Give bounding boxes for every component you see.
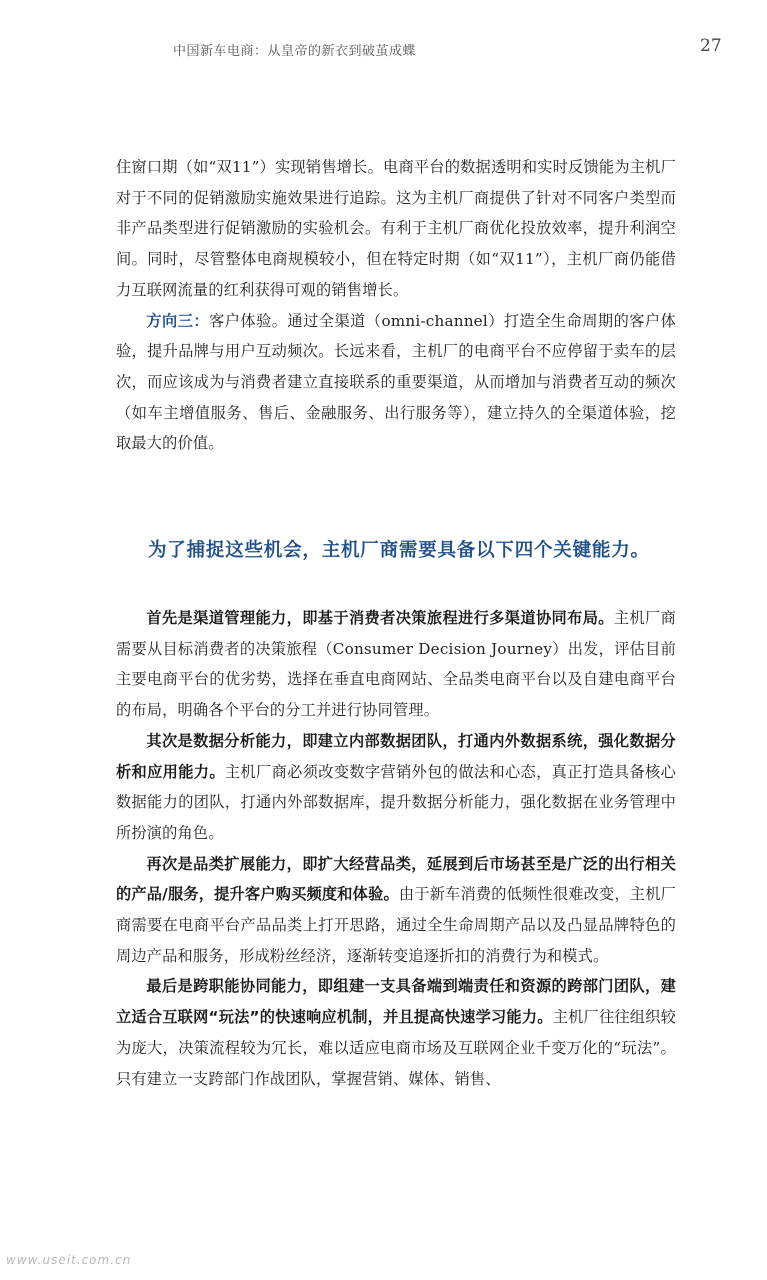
direction-three-label: 方向三：: [146, 311, 210, 330]
capability-lead: 再次是品类扩展能力，即扩大经营品类，延展到后市场甚至是广泛的出行相关的产品/服务，提升客户购买频度和体验。: [116, 854, 676, 904]
capability-category-expansion: [116, 849, 676, 972]
paragraph-direction-three: [116, 306, 676, 460]
capability-text: 主机厂商必须改变数字营销外包的做法和心态，真正打造具备核心数据能力的团队，打通内外部数据库，提升数据分析能力，强化数据在业务管理中所扮演的角色。: [116, 762, 676, 842]
capability-lead: 首先是渠道管理能力，即基于消费者决策旅程进行多渠道协同布局。: [146, 609, 614, 627]
paragraph-sales-growth: 住窗口期（如“双11”）实现销售增长。电商平台的数据透明和实时反馈能为主机厂对于不同的促销激励实施效果进行追踪。这为主机厂商提供了针对不同客户类型而非产品类型进行促销激励的实验机会。有利于主机厂商优化投放效率，提升利润空间。同时，尽管整体电商规模较小，但在特定时期（如“双11”），主机厂商仍能借力互联网流量的红利获得可观的销售增长。: [116, 158, 676, 299]
body-block-capabilities: [116, 603, 676, 1094]
capability-lead: 其次是数据分析能力，即建立内部数据团队，打通内外数据系统，强化数据分析和应用能力。: [116, 731, 676, 781]
direction-three-text: 客户体验。通过全渠道（omni-channel）打造全生命周期的客户体验，提升品牌与用户互动频次。长远来看，主机厂的电商平台不应停留于卖车的层次，而应该成为与消费者建立直接联系的重要渠道，从而增加与消费者互动的频次（如车主增值服务、售后、金融服务、出行服务等），建立持久的全渠道体验，挖取最大的价值。: [116, 311, 676, 453]
capability-text: 由于新车消费的低频性很难改变，主机厂商需要在电商平台产品品类上打开思路，通过全生命周期产品以及凸显品牌特色的周边产品和服务，形成粉丝经济，逐渐转变追逐折扣的消费行为和模式。: [116, 885, 676, 965]
capability-lead: 最后是跨职能协同能力，即组建一支具备端到端责任和资源的跨部门团队，建立适合互联网“玩法”的快速响应机制，并且提高快速学习能力。: [116, 977, 676, 1027]
page-number: 27: [700, 36, 722, 56]
capability-channel-management: [116, 603, 676, 726]
section-heading: 为了捕捉这些机会，主机厂商需要具备以下四个关键能力。: [148, 540, 650, 561]
capability-text: 主机厂商需要从目标消费者的决策旅程（Consumer Decision Journey）出发，评估目前主要电商平台的优劣势，选择在垂直电商网站、全品类电商平台以及自建电商平台的布局，明确各个平台的分工并进行协同管理。: [116, 609, 676, 720]
capability-data-analysis: [116, 726, 676, 849]
running-title: 中国新车电商：从皇帝的新衣到破茧成蝶: [173, 44, 417, 59]
body-block-top: [116, 152, 676, 459]
page-header: [0, 36, 767, 64]
capability-cross-functional: [116, 971, 676, 1094]
capability-text: 主机厂往往组织较为庞大，决策流程较为冗长，难以适应电商市场及互联网企业千变万化的“玩法”。只有建立一支跨部门作战团队，掌握营销、媒体、销售、: [116, 1008, 676, 1088]
watermark: www.useit.com.cn: [6, 1253, 132, 1267]
